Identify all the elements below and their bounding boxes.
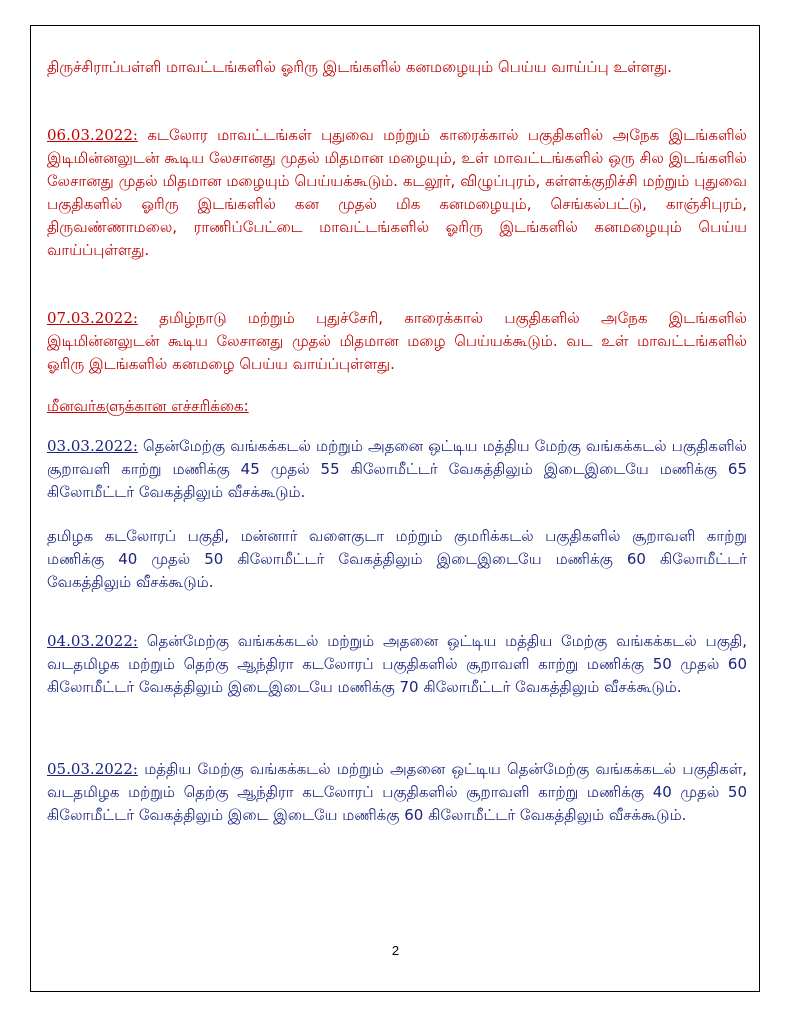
paragraph-text: தமிழக கடலோரப் பகுதி, மன்னார் வளைகுடா மற்றும் குமரிக்கடல் பகுதிகளில் சூறாவளி காற்று மணிக்கு 40 முதல் 50 கிலோமீட்டர் வேகத்திலும் இடைஇடையே மணிக்கு 60 கிலோமீட்டர் வேகத்திலும் வீசக்கூடும்.: [47, 527, 747, 591]
fishermen-warning-heading: மீனவர்களுக்கான எச்சரிக்கை:: [47, 397, 249, 415]
paragraph-heavy-rain-note: [47, 56, 747, 79]
warning-date: 03.03.2022:: [47, 437, 138, 455]
forecast-date: 07.03.2022:: [47, 309, 138, 327]
paragraph-text: தென்மேற்கு வங்கக்கடல் மற்றும் அதனை ஒட்டிய மத்திய மேற்கு வங்கக்கடல் பகுதிகளில் சூறாவளி காற்று மணிக்கு 45 முதல் 55 கிலோமீட்டர் வேகத்திலும் இடைஇடையே மணிக்கு 65 கிலோமீட்டர் வேகத்திலும் வீசக்கூடும்.: [47, 437, 747, 501]
paragraph-warning-05-03: [47, 758, 747, 827]
paragraph-warning-04-03: [47, 630, 747, 699]
paragraph-text: திருச்சிராப்பள்ளி மாவட்டங்களில் ஓரிரு இடங்களில் கனமழையும் பெய்ய வாய்ப்பு உள்ளது.: [47, 58, 672, 76]
paragraph-forecast-06-03: [47, 124, 747, 262]
warning-date: 05.03.2022:: [47, 760, 138, 778]
paragraph-text: தமிழ்நாடு மற்றும் புதுச்சேரி, காரைக்கால் பகுதிகளில் அநேக இடங்களில் இடிமின்னலுடன் கூடிய லேசானது முதல் மிதமான மழை பெய்யக்கூடும். வட உள் மாவட்டங்களில் ஓரிரு இடங்களில் கனமழை பெய்ய வாய்ப்புள்ளது.: [47, 309, 747, 373]
warning-date: 04.03.2022:: [47, 632, 138, 650]
paragraph-text: தென்மேற்கு வங்கக்கடல் மற்றும் அதனை ஒட்டிய மத்திய மேற்கு வங்கக்கடல் பகுதி, வடதமிழக மற்றும் தெற்கு ஆந்திரா கடலோரப் பகுதிகளில் சூறாவளி காற்று மணிக்கு 50 முதல் 60 கிலோமீட்டர் வேகத்திலும் இடைஇடையே மணிக்கு 70 கிலோமீட்டர் வேகத்திலும் வீசக்கூடும்.: [47, 632, 747, 696]
paragraph-text: கடலோர மாவட்டங்கள் புதுவை மற்றும் காரைக்கால் பகுதிகளில் அநேக இடங்களில் இடிமின்னலுடன் கூடிய லேசானது முதல் மிதமான மழையும், உள் மாவட்டங்களில் ஒரு சில இடங்களில் லேசானது முதல் மிதமான மழையும் பெய்யக்கூடும். கடலூர், விழுப்புரம், கள்ளக்குறிச்சி மற்றும் புதுவை பகுதிகளில் ஓரிரு இடங்களில் கன முதல் மிக கனமழையும், செங்கல்பட்டு, காஞ்சிபுரம், திருவண்ணாமலை, ராணிப்பேட்டை மாவட்டங்களில் ஓரிரு இடங்களில் கனமழையும் பெய்ய வாய்ப்புள்ளது.: [47, 126, 747, 259]
paragraph-text: மத்திய மேற்கு வங்கக்கடல் மற்றும் அதனை ஒட்டிய தென்மேற்கு வங்கக்கடல் பகுதிகள், வடதமிழக மற்றும் தெற்கு ஆந்திரா கடலோரப் பகுதிகளில் சூறாவளி காற்று மணிக்கு 40 முதல் 50 கிலோமீட்டர் வேகத்திலும் இடை இடையே மணிக்கு 60 கிலோமீட்டர் வேகத்திலும் வீசக்கூடும்.: [47, 760, 747, 824]
paragraph-warning-coastal: [47, 525, 747, 594]
paragraph-warning-03-03: [47, 435, 747, 504]
forecast-date: 06.03.2022:: [47, 126, 138, 144]
paragraph-forecast-07-03: [47, 307, 747, 376]
page-number: 2: [391, 943, 400, 958]
